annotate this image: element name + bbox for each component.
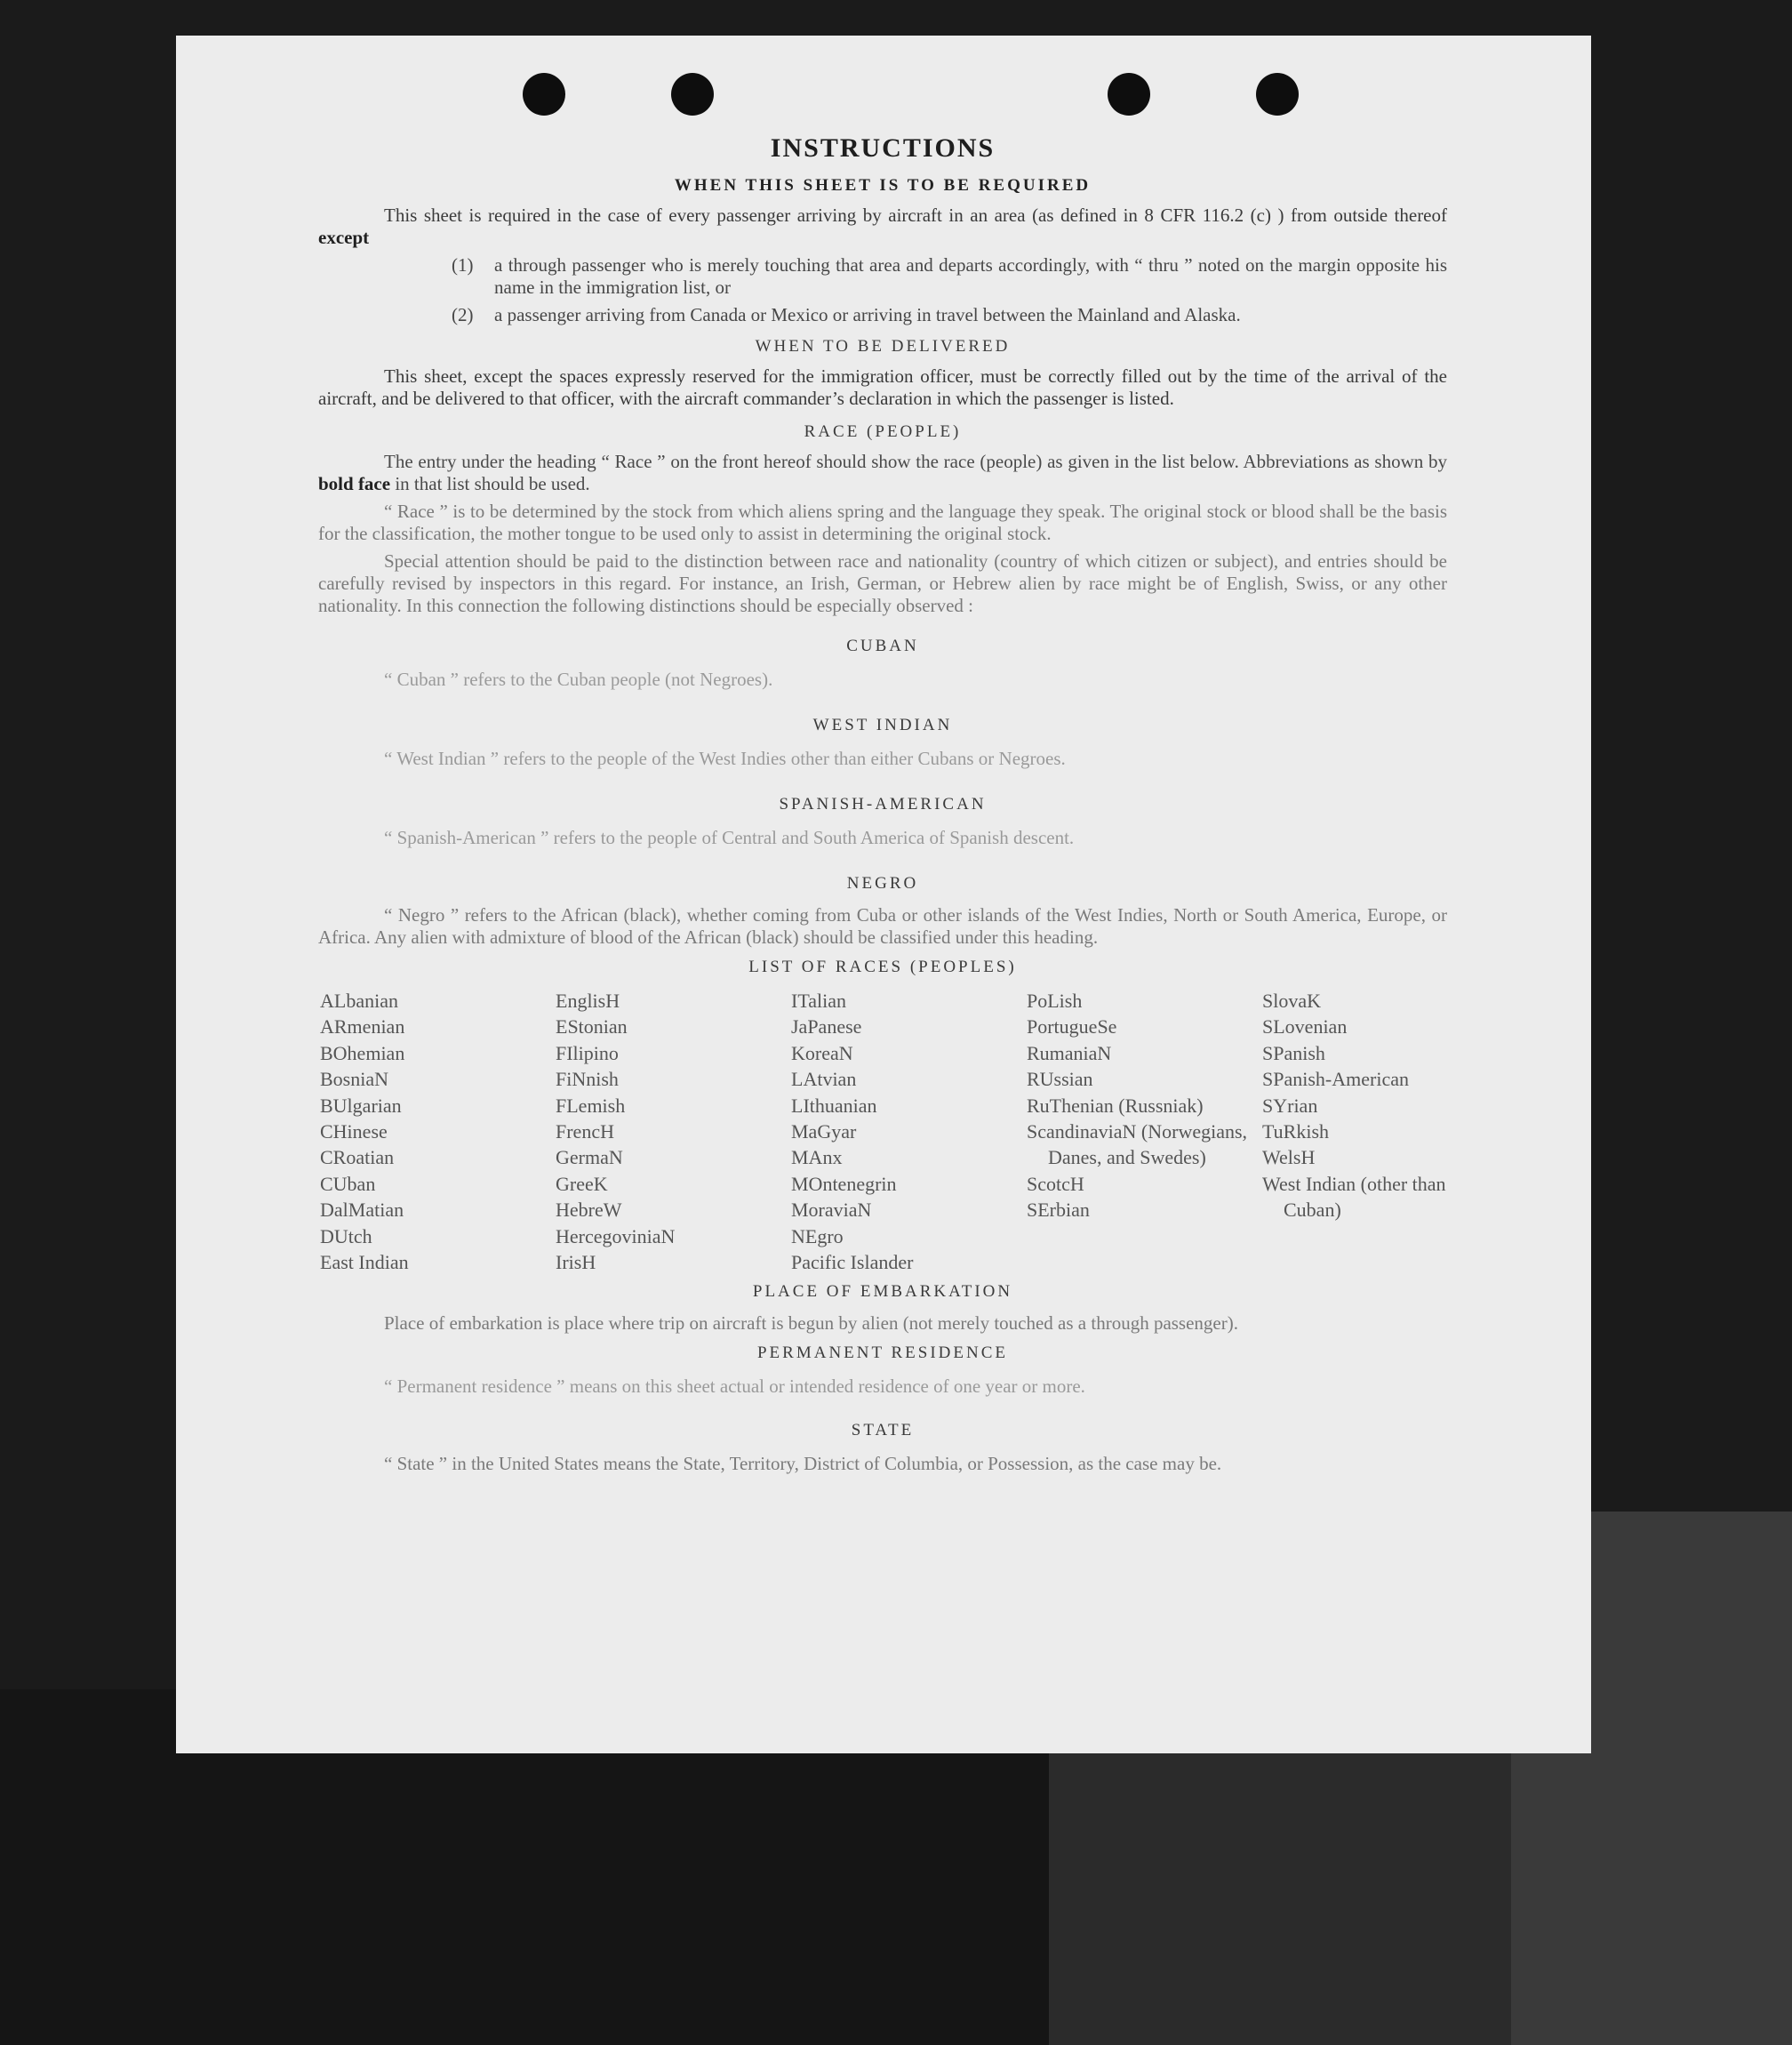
punch-hole — [523, 73, 565, 116]
race-item: EnglisH — [556, 990, 620, 1012]
race-item: RuThenian (Russniak) — [1027, 1094, 1204, 1117]
race-item: ScotcH — [1027, 1172, 1084, 1195]
races-column — [791, 988, 1027, 1275]
punch-hole — [1256, 73, 1299, 116]
race-item: FrencH — [556, 1120, 614, 1143]
race-item: CUban — [320, 1172, 376, 1195]
races-column — [320, 988, 556, 1275]
punch-hole — [671, 73, 714, 116]
race-item: ITalian — [791, 990, 846, 1012]
race-item: EStonian — [556, 1015, 628, 1039]
race-item: SPanish-American — [1262, 1068, 1409, 1091]
race-item: NEgro — [791, 1224, 844, 1247]
race-item: DalMatian — [320, 1199, 404, 1222]
race-item: GermaN — [556, 1146, 623, 1169]
except-bold: except — [318, 227, 370, 248]
race-item: PortugueSe — [1027, 1015, 1117, 1039]
section-heading-when-required: WHEN THIS SHEET IS TO BE REQUIRED — [674, 176, 1092, 195]
state-text: “ State ” in the United States means the State, Territory, District of Columbia, or Possession, as the case may be. — [384, 1453, 1222, 1475]
section-heading-list-of-races: LIST OF RACES (PEOPLES) — [748, 958, 1017, 976]
race-item: DUtch — [320, 1224, 372, 1247]
exception-item: (1) a through passenger who is merely touching that area and departs accordingly, with “ thru ” noted on the margin opposite his name in the immigration list, or — [452, 254, 1447, 298]
bold-face-text: bold face — [318, 473, 391, 494]
race-item: CRoatian — [320, 1146, 395, 1169]
when-required-intro: This sheet is required in the case of every passenger arriving by aircraft in an area (as defined in 8 CFR 116.2 (c) ) from outside thereof except — [318, 204, 1447, 248]
when-delivered-text: This sheet, except the spaces expressly reserved for the immigration officer, must be correctly filled out by the time of the arrival of the aircraft, and be delivered to that officer, with the aircraft commander’s declaration in which the passenger is listed. — [318, 365, 1447, 409]
race-item: FiNnish — [556, 1068, 619, 1091]
race-item: FIlipino — [556, 1041, 619, 1064]
race-item: RUssian — [1027, 1068, 1093, 1091]
race-paragraph-3: Special attention should be paid to the distinction between race and nationality (country of which citizen or subject), and entries should be carefully revised by inspectors in this regard. For instance, an Irish, German, or Hebrew alien by race might be of English, Swiss, or any other nationality. In this connection the following distinctions should be especially observed : — [318, 550, 1447, 616]
races-column — [556, 988, 791, 1275]
section-heading-spanish-american: SPANISH-AMERICAN — [779, 795, 987, 814]
section-heading-residence: PERMANENT RESIDENCE — [756, 1343, 1009, 1363]
race-item: MaGyar — [791, 1120, 857, 1143]
embarkation-text: Place of embarkation is place where trip on aircraft is begun by alien (not merely touched as a through passenger). — [384, 1312, 1238, 1335]
page-title: INSTRUCTIONS — [770, 133, 996, 163]
document-page — [176, 36, 1591, 1753]
race-item: HercegoviniaN — [556, 1224, 676, 1247]
race-item: MOntenegrin — [791, 1172, 897, 1195]
race-item: SPanish — [1262, 1041, 1325, 1064]
race-item: ALbanian — [320, 990, 398, 1012]
race-item: HebreW — [556, 1199, 622, 1222]
race-item: KoreaN — [791, 1041, 853, 1064]
residence-text: “ Permanent residence ” means on this sheet actual or intended residence of one year or more. — [384, 1375, 1085, 1398]
section-heading-race: RACE (PEOPLE) — [804, 422, 962, 441]
cuban-text: “ Cuban ” refers to the Cuban people (not Negroes). — [384, 669, 773, 690]
race-paragraph-1: The entry under the heading “ Race ” on the front hereof should show the race (people) as given in the list below. Abbreviations as shown by bold face in that list should be used. — [318, 451, 1447, 494]
instructions-body — [318, 133, 1447, 1475]
races-list — [320, 988, 1447, 1275]
race-item: SlovaK — [1262, 990, 1321, 1012]
race-item: WelsH — [1262, 1146, 1316, 1169]
section-heading-west-indian: WEST INDIAN — [812, 716, 953, 734]
negro-text: “ Negro ” refers to the African (black), whether coming from Cuba or other islands of the West Indies, North or South America, Europe, or Africa. Any alien with admixture of blood of the African (black) should be classified under this heading. — [318, 904, 1447, 948]
exception-item: (2) a passenger arriving from Canada or Mexico or arriving in travel between the Mainland and Alaska. — [452, 304, 1241, 325]
race-item: LIthuanian — [791, 1094, 877, 1117]
race-item: ARmenian — [320, 1015, 405, 1039]
race-item: JaPanese — [791, 1015, 862, 1039]
race-item: Pacific Islander — [791, 1251, 914, 1274]
section-heading-cuban: CUBAN — [846, 637, 919, 655]
race-item: SErbian — [1027, 1199, 1090, 1222]
race-item: East Indian — [320, 1251, 409, 1274]
races-column — [1262, 988, 1449, 1275]
race-item: BosniaN — [320, 1068, 388, 1091]
race-item: BOhemian — [320, 1041, 405, 1064]
west-indian-text: “ West Indian ” refers to the people of the West Indies other than either Cubans or Negroes. — [384, 748, 1066, 769]
section-heading-state: STATE — [851, 1421, 915, 1440]
race-item: IrisH — [556, 1251, 596, 1274]
race-paragraph-2: “ Race ” is to be determined by the stock from which aliens spring and the language they speak. The original stock or blood shall be the basis for the classification, the mother tongue to be used only to assist in determining the original stock. — [318, 501, 1447, 544]
race-item: MoraviaN — [791, 1199, 872, 1222]
section-heading-when-delivered: WHEN TO BE DELIVERED — [755, 337, 1011, 356]
spanish-american-text: “ Spanish-American ” refers to the people of Central and South America of Spanish descent. — [384, 827, 1075, 848]
races-column — [1027, 988, 1262, 1275]
race-item: BUlgarian — [320, 1094, 402, 1117]
race-item: GreeK — [556, 1172, 608, 1195]
race-item: SYrian — [1262, 1094, 1318, 1117]
race-item: RumaniaN — [1027, 1041, 1112, 1064]
race-item: CHinese — [320, 1120, 388, 1143]
punch-hole — [1108, 73, 1150, 116]
race-item: ScandinaviaN (Norwegians, Danes, and Swedes) — [1027, 1120, 1248, 1169]
race-item: FLemish — [556, 1094, 626, 1117]
race-item: West Indian (other than Cuban) — [1262, 1172, 1446, 1222]
race-item: LAtvian — [791, 1068, 857, 1091]
race-item: SLovenian — [1262, 1015, 1348, 1039]
section-heading-negro: NEGRO — [846, 874, 919, 893]
race-item: PoLish — [1027, 990, 1083, 1012]
section-heading-embarkation: PLACE OF EMBARKATION — [752, 1282, 1013, 1302]
race-item: MAnx — [791, 1146, 843, 1169]
race-item: TuRkish — [1262, 1120, 1330, 1143]
